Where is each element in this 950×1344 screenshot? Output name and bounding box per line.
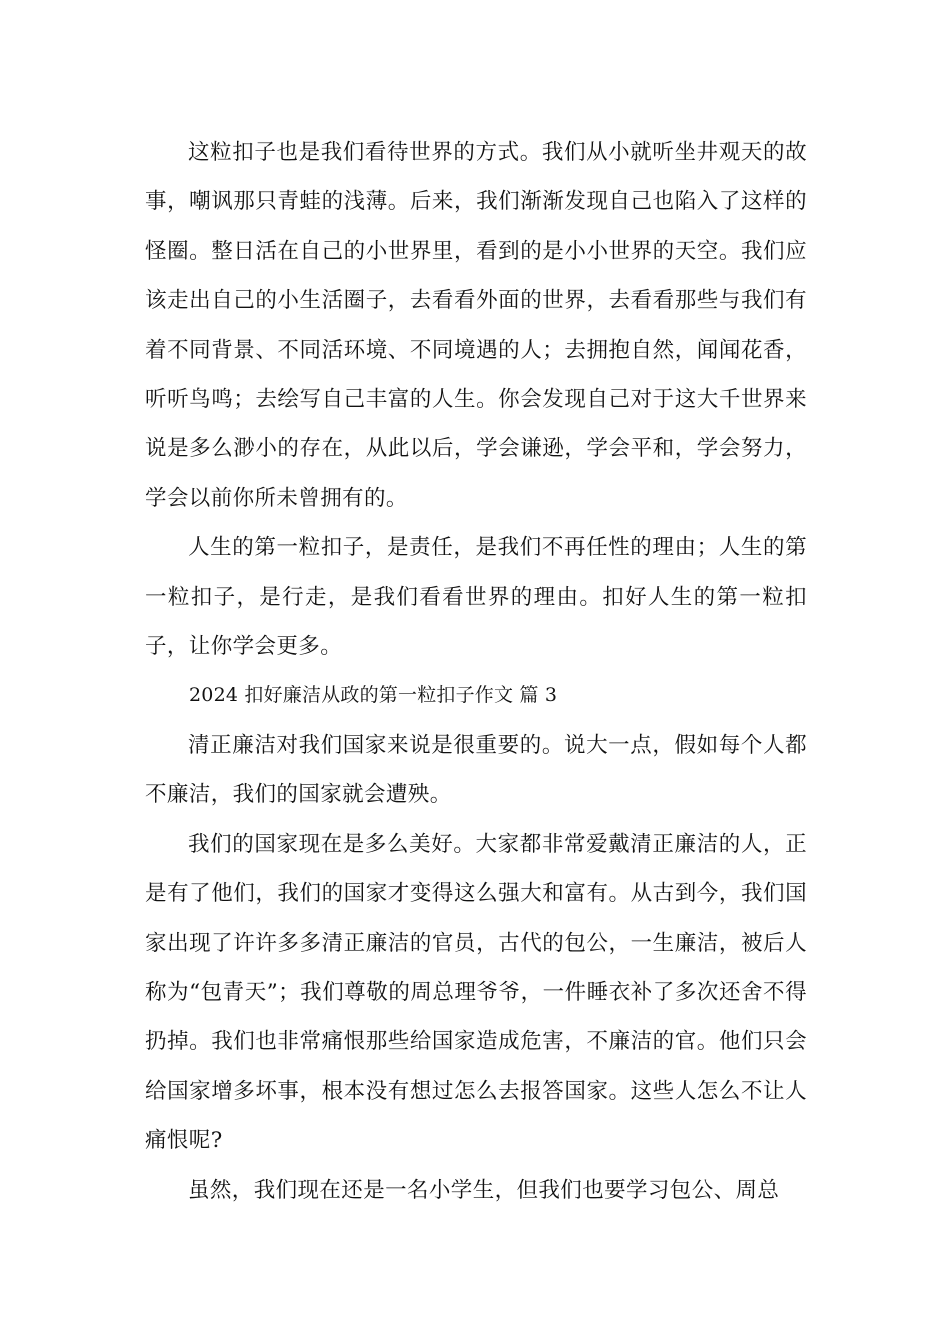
paragraph-upright-officials: 我们的国家现在是多么美好。大家都非常爱戴清正廉洁的人，正是有了他们，我们的国家才变得这么强大和富有。从古到今，我们国家出现了许许多多清正廉洁的官员，古代的包公，一生廉洁，被后人称为“包青天”；我们尊敬的周总理爷爷，一件睡衣补了多次还舍不得扔掉。我们也非常痛恨那些给国家造成危害，不廉洁的官。他们只会给国家增多坏事，根本没有想过怎么去报答国家。这些人怎么不让人痛恨呢?	[145, 831, 807, 1154]
paragraph-first-button: 人生的第一粒扣子，是责任，是我们不再任性的理由；人生的第一粒扣子，是行走，是我们看看世界的理由。扣好人生的第一粒扣子，让你学会更多。	[145, 535, 807, 660]
section-heading: 2024 扣好廉洁从政的第一粒扣子作文 篇 3	[189, 684, 558, 707]
paragraph-student: 虽然，我们现在还是一名小学生，但我们也要学习包公、周总	[188, 1177, 780, 1203]
document-body	[145, 128, 807, 1215]
paragraph-integrity-importance: 清正廉洁对我们国家来说是很重要的。说大一点，假如每个人都不廉洁，我们的国家就会遭殃。	[145, 732, 807, 808]
paragraph-worldview: 这粒扣子也是我们看待世界的方式。我们从小就听坐井观天的故事，嘲讽那只青蛙的浅薄。后来，我们渐渐发现自己也陷入了这样的怪圈。整日活在自己的小世界里，看到的是小小世界的天空。我们应该走出自己的小生活圈子，去看看外面的世界，去看看那些与我们有着不同背景、不同活环境、不同境遇的人；去拥抱自然，闻闻花香，听听鸟鸣；去绘写自己丰富的人生。你会发现自己对于这大千世界来说是多么渺小的存在，从此以后，学会谦逊，学会平和，学会努力，学会以前你所未曾拥有的。	[145, 140, 807, 511]
